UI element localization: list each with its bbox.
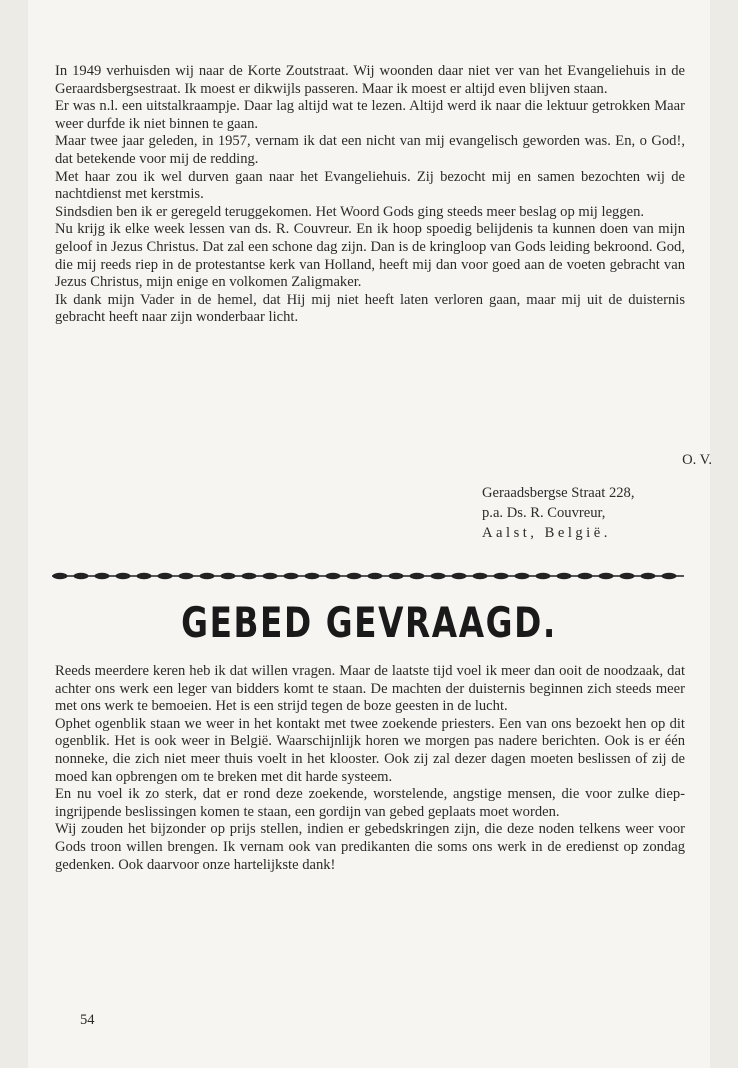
- divider-bead: [74, 573, 89, 579]
- paragraph: Ik dank mijn Vader in de hemel, dat Hij mij niet heeft laten verloren gaan, maar mij uit de duisternis gebracht heeft naar zijn wonderbaar licht.: [55, 291, 685, 326]
- page-number: 54: [80, 1012, 95, 1028]
- divider-bead: [305, 573, 320, 579]
- article-body: [55, 663, 685, 874]
- divider-bead: [368, 573, 383, 579]
- divider-bead: [473, 573, 488, 579]
- divider-bead: [347, 573, 362, 579]
- paragraph: Ophet ogenblik staan we weer in het kontakt met twee zoekende priesters. Een van ons bezoekt hen op dit ogenblik. Het is ook weer in België. Waarschijnlijk horen we morgen pas nadere berichten. Ook is er één nonneke, die zich niet meer thuis voelt in het klooster. Ook zij zal dezer dagen moeten beslissen of zij de moed kan opbrengen om te breken met dit harde systeem.: [55, 715, 685, 785]
- paragraph: Nu krijg ik elke week lessen van ds. R. Couvreur. En ik hoop spoedig belijdenis ta kunnen doen van mijn geloof in Jezus Christus. Dat zal een schone dag zijn. Dan is de kringloop van Gods leiding bekroond. God, die mij reeds riep in de protestantse kerk van Holland, heeft mij dan voor goed aan de voeten gebracht van Jezus Christus, mijn enige en volkomen Zaligmaker.: [55, 221, 685, 291]
- section-heading: GEBED GEVRAAGD.: [181, 598, 557, 647]
- divider-bead: [578, 573, 593, 579]
- divider-bead: [641, 573, 656, 579]
- paragraph: In 1949 verhuisden wij naar de Korte Zoutstraat. Wij woonden daar niet ver van het Evangeliehuis in de Geraardsbergsestraat. Ik moest er dikwijls passeren. Maar ik moest er altijd even blijven staan.: [55, 63, 685, 97]
- paragraph: Reeds meerdere keren heb ik dat willen vragen. Maar de laatste tijd voel ik meer dan ooit de noodzaak, dat achter ons werk een leger van bidders komt te staan. De machten der duisternis beginnen zich steeds meer met ons werk te bemoeien. Het is een strijd tegen de boze geesten in de lucht.: [55, 663, 685, 715]
- divider-bead: [158, 573, 173, 579]
- divider-bead: [557, 573, 572, 579]
- divider-bead: [620, 573, 635, 579]
- paragraph: Wij zouden het bijzonder op prijs stellen, indien er gebedskringen zijn, die deze noden telkens weer voor Gods troon willen brengen. Ik vernam ook van predikanten die soms ons werk in de eredienst op zondag gedenken. Ook daarvoor onze hartelijkste dank!: [55, 821, 685, 873]
- divider-bead: [95, 573, 110, 579]
- divider-bead: [116, 573, 131, 579]
- divider-bead: [536, 573, 551, 579]
- divider-bead: [221, 573, 236, 579]
- paragraph: Er was n.l. een uitstalkraampje. Daar lag altijd wat te lezen. Altijd werd ik naar die lektuur getrokken Maar weer durfde ik niet binnen te gaan.: [55, 98, 685, 132]
- divider-bead: [263, 573, 278, 579]
- divider-bead: [389, 573, 404, 579]
- divider-bead: [431, 573, 446, 579]
- article-body: [55, 63, 685, 327]
- divider-bead: [662, 573, 677, 579]
- divider-bead: [179, 573, 194, 579]
- divider-bead: [200, 573, 215, 579]
- divider-bead: [53, 573, 68, 579]
- divider-bead: [599, 573, 614, 579]
- paragraph: Met haar zou ik wel durven gaan naar het Evangeliehuis. Zij bezocht mij en samen bezochten wij de nachtdienst met kerstmis.: [55, 168, 685, 203]
- ornamental-divider: [52, 568, 684, 584]
- address-line: Geraadsbergse Straat 228,: [482, 485, 635, 501]
- divider-bead: [137, 573, 152, 579]
- address-block: [482, 483, 635, 543]
- divider-bead: [284, 573, 299, 579]
- paragraph: Sindsdien ben ik er geregeld teruggekomen. Het Woord Gods ging steeds meer beslag op mij leggen.: [55, 203, 645, 220]
- paragraph: En nu voel ik zo sterk, dat er rond deze zoekende, worstelende, angstige mensen, die voor zulke diep-ingrijpende beslissingen komen te staan, een gordijn van gebed geplaats moet worden.: [55, 786, 685, 820]
- divider-bead: [410, 573, 425, 579]
- divider-bead: [326, 573, 341, 579]
- divider-bead: [494, 573, 509, 579]
- divider-bead: [242, 573, 257, 579]
- paragraph: Maar twee jaar geleden, in 1957, vernam ik dat een nicht van mij evangelisch geworden was. En, o God!, dat betekende voor mij de redding.: [55, 133, 685, 167]
- divider-bead: [452, 573, 467, 579]
- divider-bead: [515, 573, 530, 579]
- address-line: p.a. Ds. R. Couvreur,: [482, 505, 606, 521]
- signature: O. V.: [682, 452, 712, 468]
- address-line: Aalst, België.: [482, 525, 611, 541]
